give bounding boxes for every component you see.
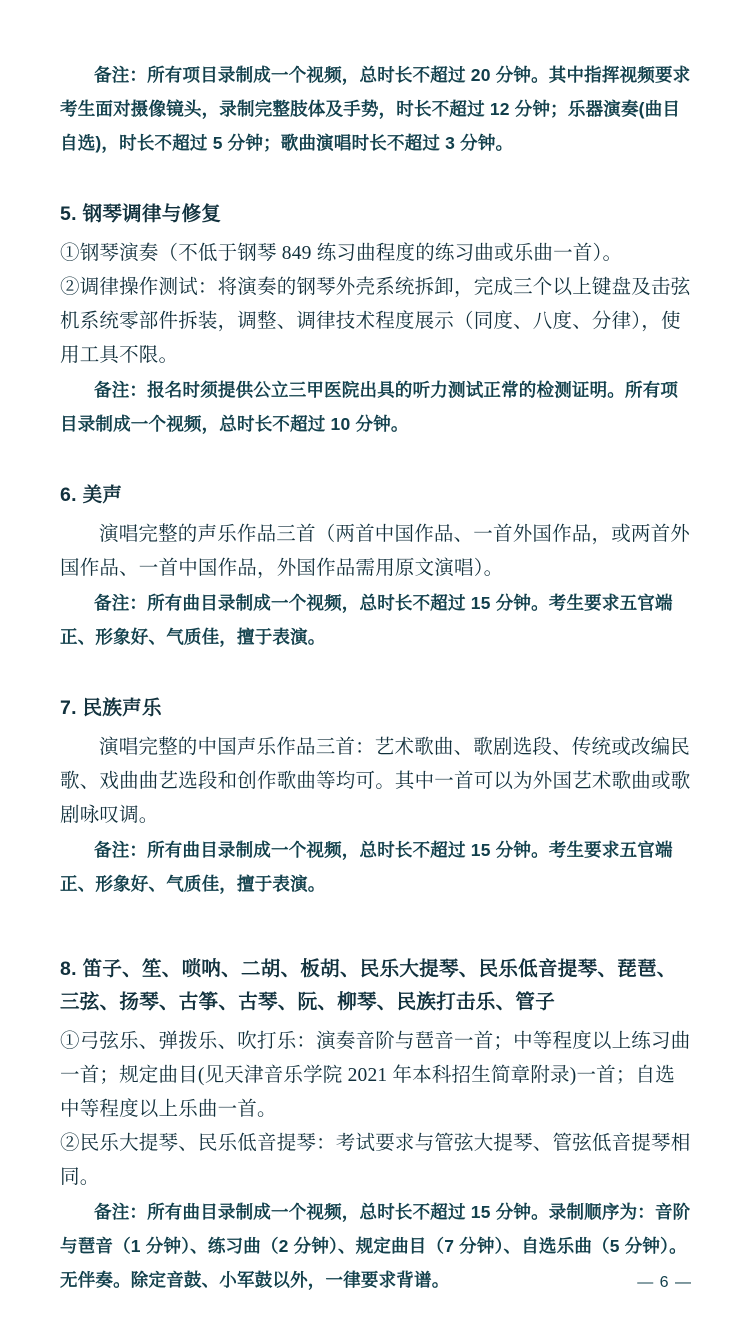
section-heading-7: 7. 民族声乐 — [60, 697, 162, 719]
spacer — [60, 654, 692, 692]
section-6-body: 演唱完整的声乐作品三首（两首中国作品、一首外国作品，或两首外国作品、一首中国作品，外国作品需用原文演唱）。 — [60, 524, 691, 579]
section-5-item-1: ①钢琴演奏（不低于钢琴 849 练习曲程度的练习曲或乐曲一首）。 — [60, 243, 623, 264]
spacer — [60, 160, 692, 198]
section-heading-5: 5. 钢琴调律与修复 — [60, 203, 222, 225]
section-7-note: 备注：所有曲目录制成一个视频，总时长不超过 15 分钟。考生要求五官端正、形象好、气质佳，擅于表演。 — [60, 840, 673, 894]
note-paragraph-top: 备注：所有项目录制成一个视频，总时长不超过 20 分钟。其中指挥视频要求考生面对摄像镜头，录制完整肢体及手势，时长不超过 12 分钟；乐器演奏(曲目自选)，时长不超过 5 分钟；歌曲演唱时长不超过 3 分钟。 — [60, 65, 691, 153]
section-8-item-2: ②民乐大提琴、民乐低音提琴：考试要求与管弦大提琴、管弦低音提琴相同。 — [60, 1133, 691, 1188]
section-5-note: 备注：报名时须提供公立三甲医院出具的听力测试正常的检测证明。所有项目录制成一个视频，总时长不超过 10 分钟。 — [60, 380, 679, 434]
section-8-item-1: ①弓弦乐、弹拨乐、吹打乐：演奏音阶与琶音一首；中等程度以上练习曲一首；规定曲目(见天津音乐学院 2021 年本科招生简章附录)一首；自选中等程度以上乐曲一首。 — [60, 1031, 691, 1120]
section-8-note: 备注：所有曲目录制成一个视频，总时长不超过 15 分钟。录制顺序为：音阶与琶音（1 分钟）、练习曲（2 分钟）、规定曲目（7 分钟）、自选乐曲（5 分钟）。无伴奏。除定音鼓、小军鼓以外，一律要求背谱。 — [60, 1202, 691, 1290]
section-heading-8: 8. 笛子、笙、唢呐、二胡、板胡、民乐大提琴、民乐低音提琴、琵琶、三弦、扬琴、古筝、古琴、阮、柳琴、民族打击乐、管子 — [60, 958, 677, 1013]
spacer — [60, 441, 692, 479]
page-number: — 6 — — [637, 1274, 692, 1291]
section-5-item-2: ②调律操作测试：将演奏的钢琴外壳系统拆卸，完成三个以上键盘及击弦机系统零部件拆装，调整、调律技术程度展示（同度、八度、分律），使用工具不限。 — [60, 277, 691, 366]
spacer — [60, 901, 692, 953]
page-content — [60, 58, 692, 1297]
section-7-body: 演唱完整的中国声乐作品三首：艺术歌曲、歌剧选段、传统或改编民歌、戏曲曲艺选段和创作歌曲等均可。其中一首可以为外国艺术歌曲或歌剧咏叹调。 — [60, 737, 691, 826]
section-heading-6: 6. 美声 — [60, 484, 123, 506]
section-6-note: 备注：所有曲目录制成一个视频，总时长不超过 15 分钟。考生要求五官端正、形象好、气质佳，擅于表演。 — [60, 593, 673, 647]
